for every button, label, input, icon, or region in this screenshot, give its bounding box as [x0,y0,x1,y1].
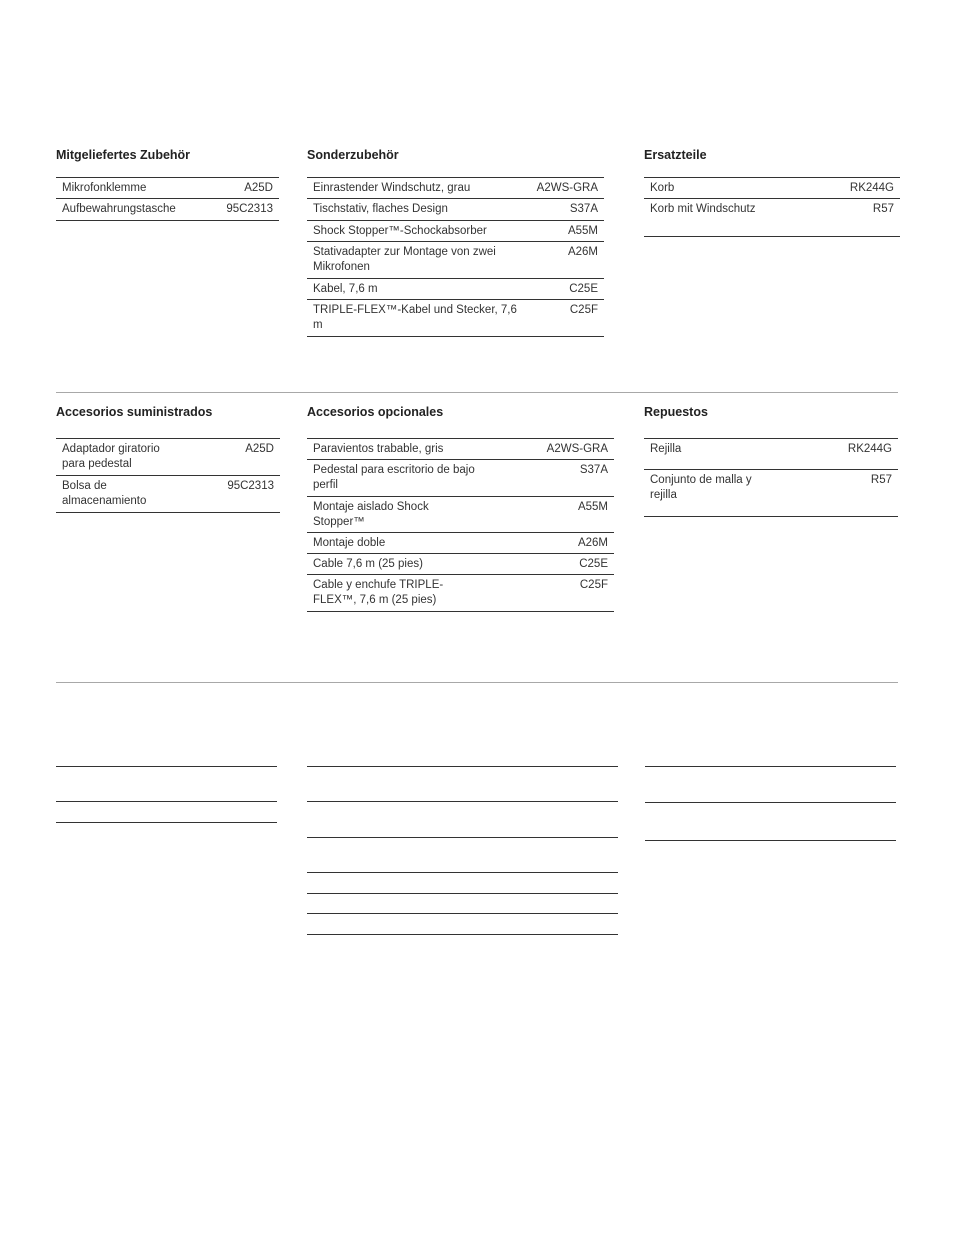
table-row [56,476,280,513]
item-name: Mikrofonklemme [62,182,147,194]
table-row [644,199,900,237]
item-code: A2WS-GRA [536,182,598,194]
table-row [307,279,604,300]
item-code: C25F [569,304,598,316]
empty-table-rule [56,766,277,767]
item-name: Pedestal para escritorio de bajo perfil [313,464,475,491]
table-row [307,178,604,199]
de-parts-table [644,177,900,237]
item-code: RK244G [849,182,894,194]
empty-table-rule [56,822,277,823]
empty-table-rule [645,840,896,841]
item-code: A55M [567,225,598,237]
empty-table-rule [307,766,618,767]
item-name: Korb [650,182,675,194]
item-code: S37A [579,464,608,476]
item-name: Rejilla [650,443,682,455]
item-name: Montaje doble [313,537,386,549]
item-name: Tischstativ, flaches Design [313,203,448,215]
item-name: Conjunto de malla y rejilla [650,474,752,501]
item-code: 95C2313 [227,480,274,492]
empty-table-rule [307,872,618,873]
item-name: Einrastender Windschutz, grau [313,182,471,194]
item-name: Adaptador giratorio para pedestal [62,443,160,470]
item-code: R57 [872,203,894,215]
item-name: Kabel, 7,6 m [313,283,378,295]
empty-table-rule [307,913,618,914]
es-parts-table [644,438,898,517]
item-code: RK244G [847,443,892,455]
item-name: Stativadapter zur Montage von zwei Mikrofonen [313,246,496,273]
table-row [56,199,279,221]
table-row [307,242,604,279]
table-row [307,533,614,554]
item-code: C25F [579,579,608,591]
empty-table-rule [56,801,277,802]
table-row [307,221,604,242]
item-name: Montaje aislado Shock Stopper™ [313,501,429,528]
section-divider [56,682,898,683]
item-name: Cable 7,6 m (25 pies) [313,558,423,570]
item-name: TRIPLE-FLEX™-Kabel und Stecker, 7,6 m [313,304,517,331]
empty-table-rule [307,801,618,802]
table-row [307,300,604,337]
item-code: C25E [579,558,608,570]
es-parts-title: Repuestos [644,405,708,419]
de-parts-title: Ersatzteile [644,148,707,162]
item-code: A55M [577,501,608,513]
table-row [644,178,900,199]
de-supplied-table [56,177,279,221]
item-code: S37A [569,203,598,215]
table-row [307,497,614,533]
item-name: Bolsa de almacenamiento [62,480,147,507]
table-row [307,575,614,612]
item-name: Cable y enchufe TRIPLE-FLEX™, 7,6 m (25 pies) [313,579,444,606]
item-code: C25E [569,283,598,295]
table-row [56,439,280,476]
item-name: Shock Stopper™-Schockabsorber [313,225,487,237]
de-optional-table [307,177,604,337]
table-row [307,439,614,460]
de-supplied-title: Mitgeliefertes Zubehör [56,148,191,162]
item-name: Korb mit Windschutz [650,203,756,215]
empty-table-rule [307,837,618,838]
table-row [56,178,279,199]
item-code: 95C2313 [226,203,273,215]
item-code: R57 [870,474,892,486]
table-row [307,199,604,221]
item-code: A26M [567,246,598,258]
empty-table-rule [307,893,618,894]
es-optional-title: Accesorios opcionales [307,405,444,419]
item-code: A25D [245,443,274,455]
empty-table-rule [307,934,618,935]
es-supplied-table [56,438,280,513]
table-row [644,439,898,470]
section-divider [56,392,898,393]
item-code: A25D [244,182,273,194]
de-optional-title: Sonderzubehör [307,148,399,162]
item-code: A2WS-GRA [546,443,608,455]
item-name: Paravientos trabable, gris [313,443,444,455]
es-supplied-title: Accesorios suministrados [56,405,213,419]
item-code: A26M [577,537,608,549]
empty-table-rule [645,766,896,767]
item-name: Aufbewahrungstasche [62,203,176,215]
table-row [307,554,614,575]
table-row [307,460,614,497]
table-row [644,470,898,517]
empty-table-rule [645,802,896,803]
es-optional-table [307,438,614,612]
